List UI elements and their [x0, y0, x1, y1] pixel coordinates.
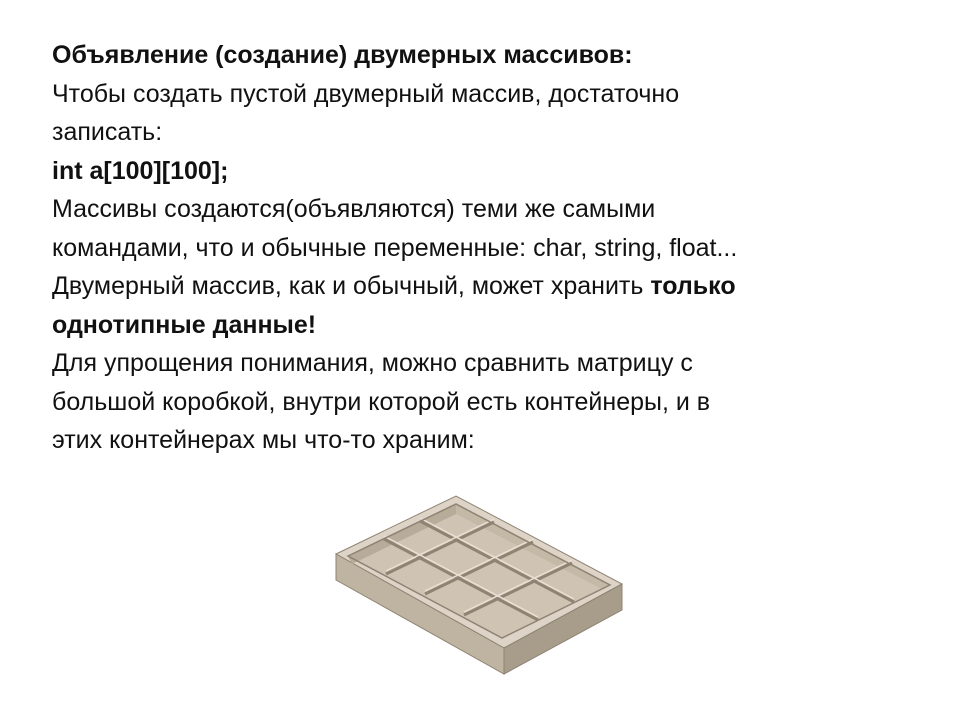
- text-line: командами, что и обычные переменные: char, string, float...: [52, 233, 738, 262]
- text-line: [52, 267, 932, 306]
- text-line: Для упрощения понимания, можно сравнить матрицу с: [52, 349, 693, 377]
- text-emphasis-line: однотипные данные!: [52, 310, 317, 339]
- text-line: записать:: [52, 118, 163, 146]
- text-line: этих контейнерах мы что-то храним:: [52, 426, 475, 454]
- slide-text: [52, 36, 932, 460]
- text-line: Чтобы создать пустой двумерный массив, достаточно: [52, 79, 680, 108]
- slide-heading: Объявление (создание) двумерных массивов:: [52, 41, 633, 69]
- text-emphasis: только: [650, 272, 736, 300]
- text-line: большой коробкой, внутри которой есть контейнеры, и в: [52, 387, 711, 416]
- organizer-box-image: [334, 486, 624, 686]
- code-line: int a[100][100];: [52, 156, 229, 185]
- text-normal: Двумерный массив, как и обычный, может хранить: [52, 272, 651, 300]
- text-line: Массивы создаются(объявляются) теми же самыми: [52, 195, 656, 223]
